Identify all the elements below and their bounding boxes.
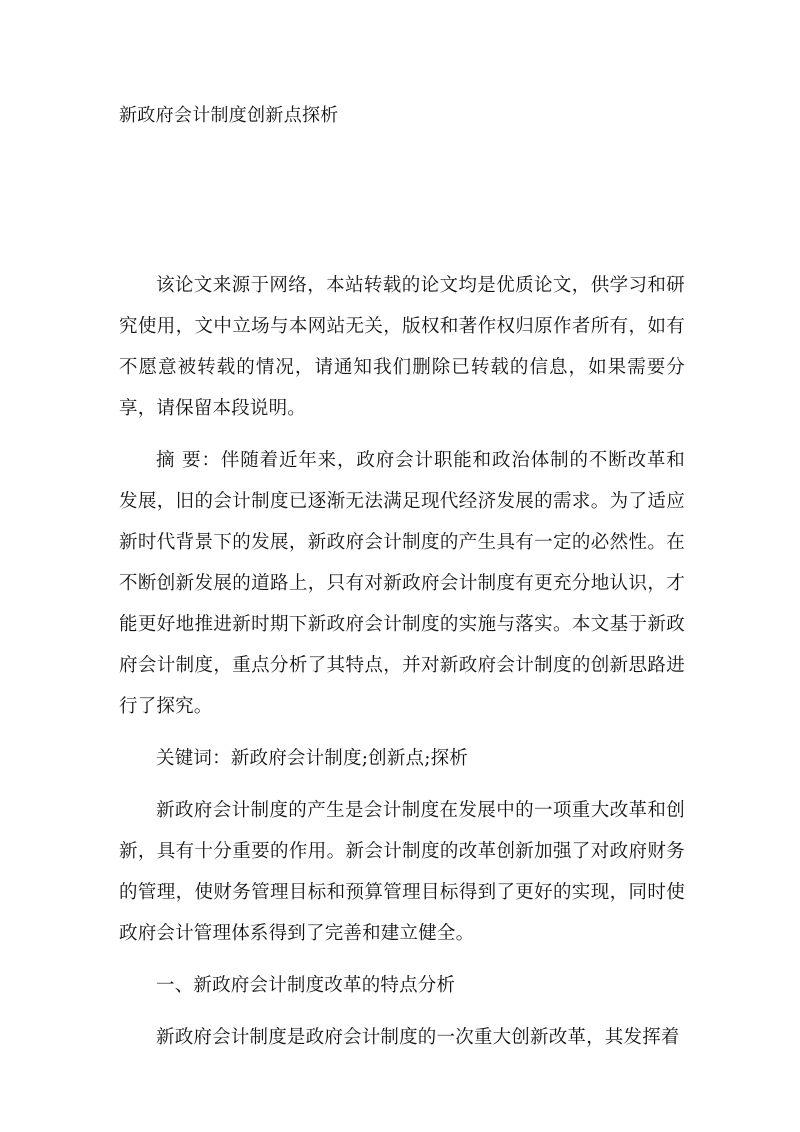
keywords-paragraph: 关键词：新政府会计制度;创新点;探析 — [156, 748, 469, 769]
section-paragraph: 新政府会计制度是政府会计制度的一次重大创新改革，其发挥着 — [156, 1027, 680, 1048]
abstract-paragraph: 摘 要：伴随着近年来，政府会计职能和政治体制的不断改革和发展，旧的会计制度已逐渐无法满足现代经济发展的需求。为了适应新时代背景下的发展，新政府会计制度的产生具有一定的必然性。在不断创新发展的道路上，只有对新政府会计制度有更充分地认识，才能更好地推进新时期下新政府会计制度的实施与落实。本文基于新政府会计制度，重点分析了其特点，并对新政府会计制度的创新思路进行了探究。 — [119, 450, 685, 717]
section-heading: 一、新政府会计制度改革的特点分析 — [156, 975, 456, 996]
document-title: 新政府会计制度创新点探析 — [119, 105, 339, 126]
document-body — [119, 265, 685, 1069]
intro-paragraph: 新政府会计制度的产生是会计制度在发展中的一项重大改革和创新，具有十分重要的作用。新会计制度的改革创新加强了对政府财务的管理，使财务管理目标和预算管理目标得到了更好的实现，同时使政府会计管理体系得到了完善和建立健全。 — [119, 800, 685, 944]
disclaimer-paragraph: 该论文来源于网络，本站转载的论文均是优质论文，供学习和研究使用，文中立场与本网站无关，版权和著作权归原作者所有，如有不愿意被转载的情况，请通知我们删除已转载的信息，如果需要分享，请保留本段说明。 — [119, 275, 685, 419]
